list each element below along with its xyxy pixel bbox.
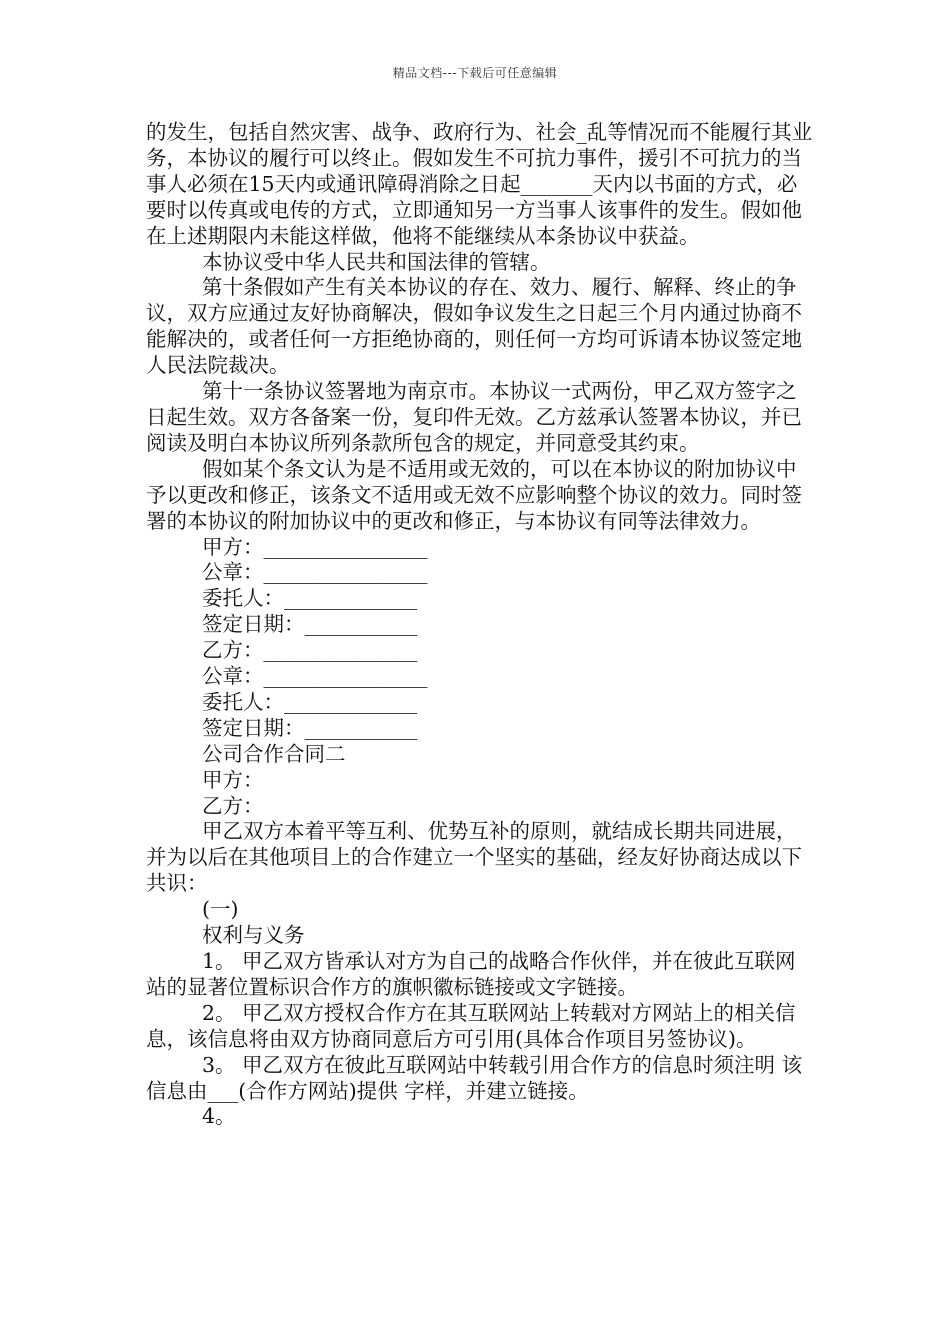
contract2-party-b: 乙方： [202,793,264,818]
paragraph-force-majeure: 的发生，包括自然灾害、战争、政府行为、社会_乱等情况而不能履行其业务，本协议的履行可以终止。假如发生不可抗力事件，援引不可抗力的当事人必须在15天内或通讯障碍消除之日起_______天内以书面的方式，必要时以传真或电传的方式，立即通知另一方当事人该事件的发生。假如他在上述期限内未能这样做，他将不能继续从本条协议中获益。 [146,120,813,248]
paragraph-article-11: 第十一条协议签署地为南京市。本协议一式两份，甲乙双方签字之日起生效。双方各备案一份，复印件无效。乙方兹承认签署本协议，并已阅读及明白本协议所列条款所包含的规定，并同意受其约束。 [146,379,802,455]
page-header: 精品文档---下载后可任意编辑 [392,66,558,80]
signature-party-b: 乙方：_______________ [202,638,418,663]
contract2-section-number: (一) [202,897,239,922]
signature-date-b: 签定日期：___________ [202,715,418,740]
signature-agent-b: 委托人：_____________ [202,689,418,714]
signature-date-a: 签定日期：___________ [202,612,418,637]
contract2-title: 公司合作合同二 [202,741,346,766]
paragraph-article-10: 第十条假如产生有关本协议的存在、效力、履行、解释、终止的争议，双方应通过友好协商解决，假如争议发生之日起三个月内通过协商不能解决的，或者任何一方拒绝协商的，则任何一方均可诉请本协议签定地人民法院裁决。 [146,275,802,378]
signature-party-a: 甲方：________________ [202,534,428,559]
contract2-intro: 甲乙双方本着平等互利、优势互补的原则，就结成长期共同进展，并为以后在其他项目上的合作建立一个坚实的基础，经友好协商达成以下共识： [146,819,802,896]
signature-seal-b: 公章：________________ [202,664,428,689]
signature-seal-a: 公章：________________ [202,560,428,585]
signature-agent-a: 委托人：_____________ [202,586,418,611]
contract2-item-1: 1。 甲乙双方皆承认对方为自己的战略合作伙伴，并在彼此互联网站的显著位置标识合作方的旗帜徽标链接或文字链接。 [146,949,796,999]
paragraph-jurisdiction: 本协议受中华人民共和国法律的管辖。 [202,249,551,274]
contract2-item-4: 4。 [202,1104,236,1129]
contract2-party-a: 甲方： [202,767,264,792]
paragraph-invalid-clause: 假如某个条文认为是不适用或无效的，可以在本协议的附加协议中予以更改和修正，该条文不适用或无效不应影响整个协议的效力。同时签署的本协议的附加协议中的更改和修正，与本协议有同等法律效力。 [146,456,802,533]
contract2-section-title: 权利与义务 [202,923,305,948]
document-body [146,120,814,1130]
contract2-item-2: 2。 甲乙双方授权合作方在其互联网站上转载对方网站上的相关信息，该信息将由双方协商同意后方可引用(具体合作项目另签协议)。 [146,1000,796,1051]
contract2-item-3: 3。 甲乙双方在彼此互联网站中转载引用合作方的信息时须注明 该信息由___(合作方网站)提供 字样，并建立链接。 [146,1052,803,1103]
